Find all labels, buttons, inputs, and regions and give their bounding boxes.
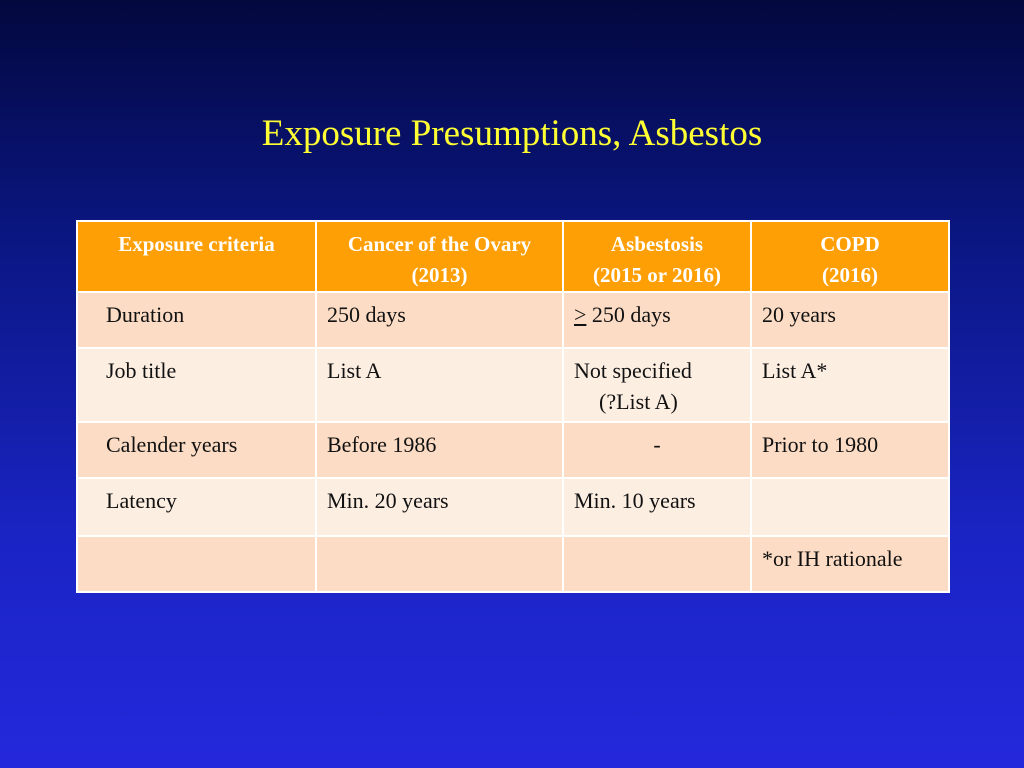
header-cancer-of-the-ovary-label: Cancer of the Ovary xyxy=(347,232,532,256)
header-copd xyxy=(751,221,949,292)
header-cancer-of-the-ovary-year: (2013) xyxy=(411,263,468,287)
cell-criteria: Latency xyxy=(77,478,316,536)
table-row-latency xyxy=(77,478,949,536)
cell-asbestosis-line2: (?List A) xyxy=(599,389,678,414)
exposure-criteria-table xyxy=(76,220,950,593)
cell-asbestosis-value: 250 days xyxy=(586,302,671,327)
cell-ovary: Min. 20 years xyxy=(316,478,563,536)
table-row-calender-years xyxy=(77,422,949,478)
cell-copd xyxy=(751,478,949,536)
cell-ovary: 250 days xyxy=(316,292,563,348)
header-asbestosis-year: (2015 or 2016) xyxy=(593,263,721,287)
table-row-job-title xyxy=(77,348,949,422)
cell-asbestosis xyxy=(563,292,751,348)
header-exposure-criteria xyxy=(77,221,316,292)
header-asbestosis-label: Asbestosis xyxy=(610,232,704,256)
cell-asbestosis xyxy=(563,536,751,592)
table-row-footnote xyxy=(77,536,949,592)
cell-criteria: Duration xyxy=(77,292,316,348)
table-row-duration xyxy=(77,292,949,348)
header-asbestosis xyxy=(563,221,751,292)
cell-criteria: Calender years xyxy=(77,422,316,478)
cell-asbestosis-line1: Not specified xyxy=(574,358,692,383)
header-cancer-of-the-ovary xyxy=(316,221,563,292)
cell-copd: 20 years xyxy=(751,292,949,348)
greater-or-equal-symbol: > xyxy=(574,302,587,327)
cell-criteria: Job title xyxy=(77,348,316,422)
cell-copd-footnote: *or IH rationale xyxy=(751,536,949,592)
cell-ovary: List A xyxy=(316,348,563,422)
cell-ovary xyxy=(316,536,563,592)
slide-title: Exposure Presumptions, Asbestos xyxy=(261,113,763,154)
cell-asbestosis xyxy=(563,348,751,422)
header-copd-year: (2016) xyxy=(822,263,878,287)
header-exposure-criteria-label: Exposure criteria xyxy=(118,232,275,256)
cell-copd: Prior to 1980 xyxy=(751,422,949,478)
cell-asbestosis: Min. 10 years xyxy=(563,478,751,536)
cell-ovary: Before 1986 xyxy=(316,422,563,478)
table-header-row xyxy=(77,221,949,292)
cell-criteria xyxy=(77,536,316,592)
cell-copd: List A* xyxy=(751,348,949,422)
header-copd-label: COPD xyxy=(820,232,880,256)
cell-asbestosis: - xyxy=(563,422,751,478)
